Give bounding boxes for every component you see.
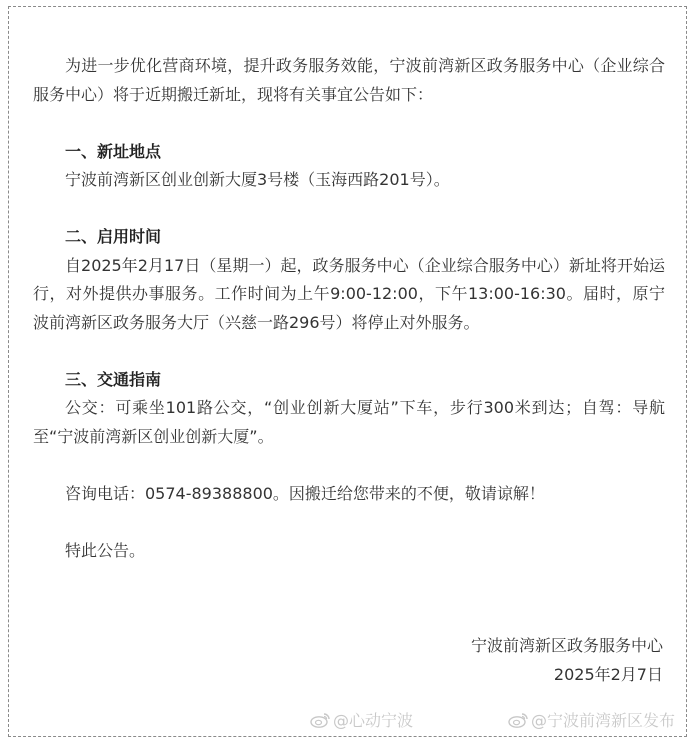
watermark-2-text: @宁波前湾新区发布 — [531, 711, 676, 730]
section-body-transport: 公交：可乘坐101路公交，“创业创新大厦站”下车，步行300米到达；自驾：导航至“宁波前湾新区创业创新大厦”。 — [33, 398, 665, 446]
section-heading-address: 一、新址地点 — [65, 141, 162, 161]
intro-paragraph: 为进一步优化营商环境，提升政务服务效能，宁波前湾新区政务服务中心（企业综合服务中心）将于近期搬迁新址，现将有关事宜公告如下： — [33, 56, 665, 104]
section-body-start-time: 自2025年2月17日（星期一）起，政务服务中心（企业综合服务中心）新址将开始运行，对外提供办事服务。工作时间为上午9:00-12:00，下午13:00-16:30。届时，原宁波前湾新区政务服务大厅（兴慈一路296号）将停止对外服务。 — [33, 255, 665, 332]
watermark-1-text: @心动宁波 — [333, 711, 414, 730]
watermark-1 — [310, 708, 413, 731]
signature-block — [471, 632, 663, 689]
contact-paragraph: 咨询电话：0574-89388800。因搬迁给您带来的不便，敬请谅解！ — [65, 483, 545, 503]
announcement-body — [33, 52, 665, 565]
closing-paragraph: 特此公告。 — [65, 540, 146, 560]
section-body-address: 宁波前湾新区创业创新大厦3号楼（玉海西路201号）。 — [65, 170, 450, 189]
section-heading-transport: 三、交通指南 — [65, 369, 162, 389]
weibo-icon — [310, 712, 330, 728]
watermark-2 — [508, 708, 675, 731]
signature-date: 2025年2月7日 — [553, 664, 663, 684]
weibo-icon — [508, 712, 528, 728]
signature-org: 宁波前湾新区政务服务中心 — [470, 636, 663, 655]
section-heading-start-time: 二、启用时间 — [65, 227, 162, 246]
